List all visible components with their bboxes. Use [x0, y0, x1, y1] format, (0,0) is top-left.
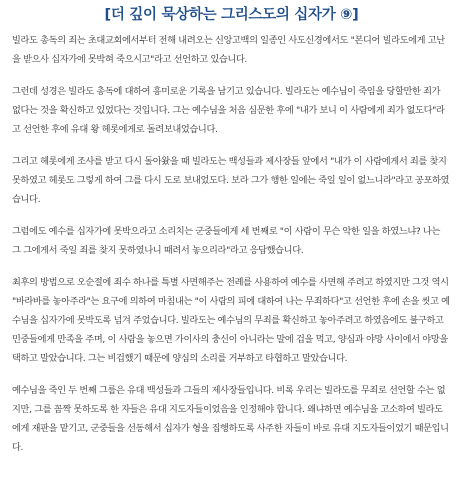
paragraph: 그리고 헤롯에게 조사를 받고 다시 돌아왔을 때 빌라도는 백성들과 제사장들 앞에서 "내가 이 사람에게서 죄를 찾지 못하였고 헤롯도 그렇게 하여 그를 다시 도로 보내었도다. 보라 그가 행한 일에는 죽일 일이 없느니라"라고 공포하였습니다. [12, 156, 450, 205]
paragraph: 그런데 성경은 빌라도 총독에 대하여 흥미로운 기록을 남기고 있습니다. 빌라도는 예수님이 죽임을 당할만한 죄가 없다는 것을 확신하고 있었다는 것입니다. 그는 예수님을 처음 심문한 후에 "내가 보니 이 사람에게 죄가 없도다"라고 선언한 후에 유대 왕 헤롯에게로 돌려보내었습니다. [12, 86, 445, 135]
paragraph: 예수님을 죽인 두 번째 그룹은 유대 백성들과 그들의 제사장들입니다. 비록 우리는 빌라도를 무죄로 선언할 수는 없지만, 그를 꼼짝 못하도록 한 자들은 유대 지도자들이었음을 인정해야 합니다. 왜냐하면 예수님을 고소하여 빌라도에게 재판을 맡기고, 군중들을 선동해서 십자가 형을 집행하도록 사주한 자들이 바로 유대 지도자들이었기 때문입니다. [12, 385, 449, 453]
document-title: [더 깊이 묵상하는 그리스도의 십자가 ⑨] [104, 7, 359, 23]
paragraph: 그럼에도 예수를 십자가에 못박으라고 소리치는 군중들에게 세 번째로 "이 사람이 무슨 악한 일을 하였느냐? 나는 그 그에게서 죽일 죄를 찾지 못하였나니 때려서 놓으리라"라고 응답했습니다. [12, 226, 441, 256]
document-body [12, 31, 451, 457]
paragraph: 빌라도 총독의 죄는 초대교회에서부터 전해 내려오는 신앙고백의 일종인 사도신경에서도 "본디어 빌라도에게 고난을 받으사 십자가에 못박혀 죽으시고"라고 선언하고 있습니다. [12, 35, 445, 65]
paragraph: 최후의 방법으로 오순절에 죄수 하나를 특별 사면해주는 전례를 사용하여 예수를 사면해 주려고 하였지만 그것 역시 "바라바를 놓아주라"는 요구에 의하여 마침내는 "이 사람의 피에 대하여 나는 무죄하다"고 선언한 후에 손을 씻고 예수님을 십자가에 못박도록 넘겨 주었습니다. 빌라도는 예수님의 무죄를 확신하고 놓아주려고 하였음에도 불구하고 민중들에게 만족을 주며, 이 사람을 놓으면 가이사의 충신이 아니라는 말에 겁을 먹고, 양심과 야망 사이에서 야망을 택하고 말았습니다. 그는 비겁했기 때문에 양심의 소리를 거부하고 타협하고 말았습니다. [12, 277, 450, 364]
